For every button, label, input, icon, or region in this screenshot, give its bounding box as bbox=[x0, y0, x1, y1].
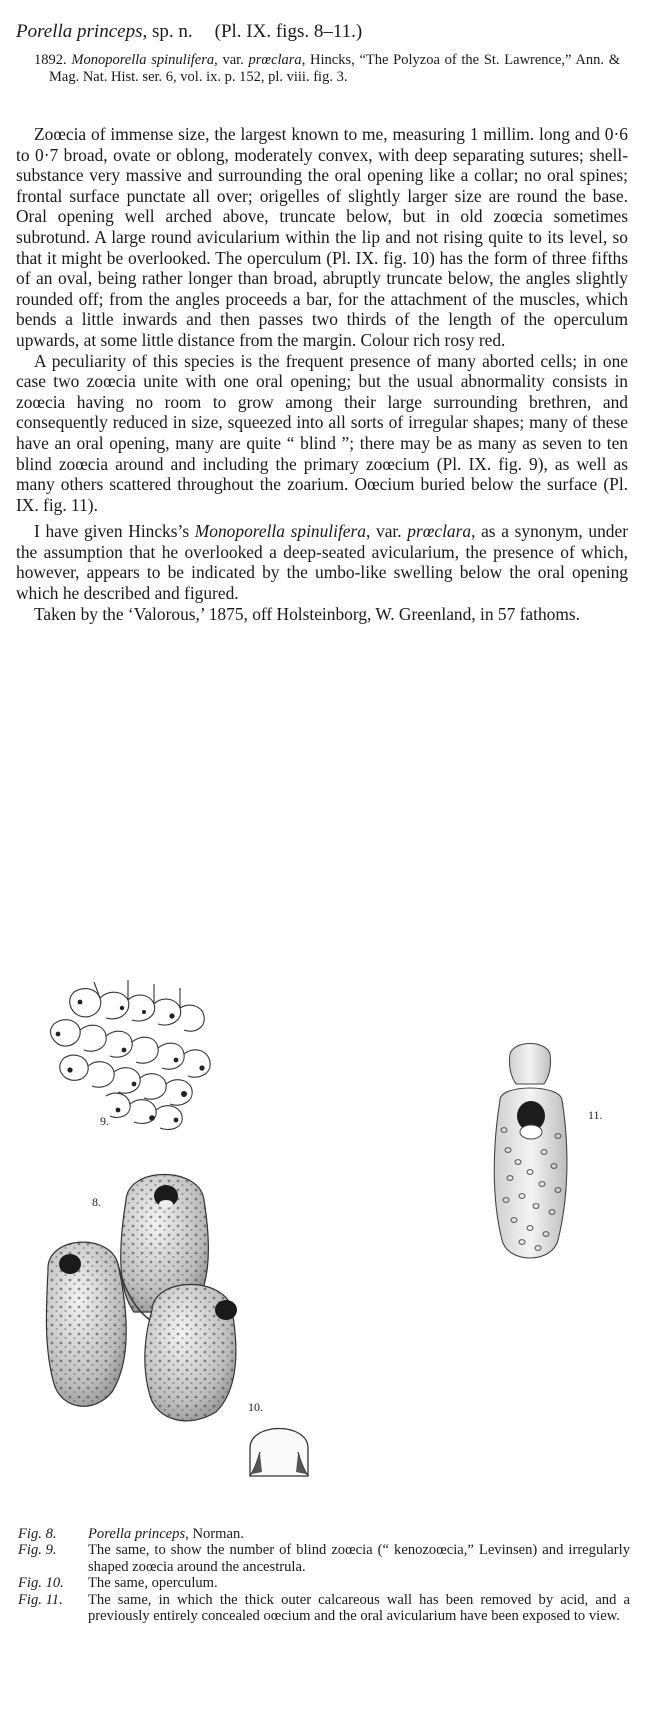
figure-8-label: 8. bbox=[92, 1195, 101, 1209]
paragraph-peculiarity: A peculiarity of this species is the frequent presence of many aborted cells; in one case two zoœcia unite with one oral opening; but the usual abnormality consists in zoœcia having no room to grow among their large surrounding brethren, and consequently reduced in size, squeezed into all sorts of irregular shapes; many of these have an oral opening, many are quite “ blind ”; there may be as many as seven to ten blind zoœcia around and including the primary zoœcium (Pl. IX. fig. 9), as well as many others scattered throughout the zoarium. Oœcium buried below the surface (Pl. IX. fig. 11). bbox=[16, 350, 628, 515]
caption-text bbox=[88, 1526, 630, 1542]
species-heading bbox=[16, 20, 636, 44]
figure-9-illustration bbox=[34, 972, 234, 1137]
caption-fig-8 bbox=[18, 1526, 630, 1542]
caption-fig-10 bbox=[18, 1575, 630, 1591]
figure-11-label: 11. bbox=[588, 1108, 603, 1122]
caption-fig-9 bbox=[18, 1542, 630, 1575]
figure-11-illustration bbox=[480, 1040, 580, 1280]
species-suffix: , sp. n. bbox=[142, 21, 193, 42]
caption-number: Fig. 9. bbox=[18, 1542, 57, 1559]
figure-9-label: 9. bbox=[100, 1114, 109, 1128]
caption-text: The same, in which the thick outer calcareous wall has been removed by acid, and a previously entirely concealed oœcium and the oral avicularium have been exposed to view. bbox=[88, 1591, 630, 1625]
p3-text-a: I have given Hincks’s bbox=[34, 521, 195, 542]
figure-11-drawing bbox=[480, 1040, 580, 1280]
p3-text-c: , as a synonym, under the assumption that he overlooked a deep-seated avicularium, the presence of which, however, appears to be indicated by the umbo-like swelling below the oral opening which he described and figured. bbox=[16, 521, 628, 604]
figure-10-label: 10. bbox=[248, 1400, 263, 1414]
p3-text-b: , var. bbox=[366, 521, 408, 542]
synonymy-name: Monoporella spinulifera bbox=[71, 52, 215, 68]
description-body bbox=[16, 124, 628, 624]
caption-text-b: , Norman. bbox=[185, 1526, 244, 1542]
caption-number: Fig. 10. bbox=[18, 1575, 64, 1592]
synonymy-year: 1892. bbox=[34, 52, 67, 68]
synonymy-citation: , Hincks, “The Polyzoa of the St. Lawrence,” Ann. & Mag. Nat. Hist. ser. 6, vol. ix. p. 152, pl. viii. fig. 3. bbox=[49, 52, 621, 85]
paragraph-locality: Taken by the ‘Valorous,’ 1875, off Holsteinborg, W. Greenland, in 57 fathoms. bbox=[34, 603, 581, 624]
synonymy-var-prefix: , var. bbox=[214, 52, 249, 68]
caption-number: Fig. 11. bbox=[18, 1591, 63, 1608]
synonymy-var: prœclara bbox=[248, 52, 302, 68]
caption-number: Fig. 8. bbox=[18, 1526, 57, 1542]
plate-reference: (Pl. IX. figs. 8–11.) bbox=[214, 21, 363, 42]
figure-8-illustration bbox=[40, 1160, 280, 1430]
figure-captions bbox=[18, 1526, 630, 1624]
p3-var-name: prœclara bbox=[407, 521, 472, 542]
paragraph-description: Zoœcia of immense size, the largest known to me, measuring 1 millim. long and 0·6 to 0·7 broad, ovate or oblong, moderately convex, with deep separating sutures; shell-substance very massive and surrounding the oral opening like a collar; no oral spines; frontal surface punctate all over; origelles of slightly larger size are round the base. Oral opening well arched above, truncate below, but in old zoœcia sometimes subrotund. A large round avicularium within the lip and not rising quite to its level, so that it might be overlooked. The operculum (Pl. IX. fig. 10) has the form of three fifths of an oval, being rather longer than broad, abruptly truncate below, the angles slightly rounded off; from the angles proceeds a bar, for the attachment of the muscles, which bends a little inwards and then passes two thirds of the length of the operculum upwards, at some little distance from the margin. Colour rich rosy red. bbox=[16, 124, 628, 350]
caption-fig-11 bbox=[18, 1592, 630, 1625]
paragraph-synonym-note bbox=[16, 521, 628, 603]
caption-species: Porella princeps bbox=[88, 1526, 186, 1542]
figure-9-drawing bbox=[34, 972, 234, 1137]
p3-species-name: Monoporella spinulifera bbox=[194, 521, 366, 542]
species-name: Porella princeps bbox=[16, 21, 143, 42]
caption-text: The same, operculum. bbox=[88, 1575, 218, 1592]
figure-10-illustration bbox=[244, 1414, 314, 1480]
caption-text: The same, to show the number of blind zoœcia (“ kenozoœcia,” Levinsen) and irregularly shaped zoœcia around the ancestrula. bbox=[88, 1542, 630, 1575]
figure-8-drawing bbox=[40, 1160, 280, 1430]
synonymy-entry bbox=[34, 52, 620, 86]
figure-10-drawing bbox=[244, 1414, 314, 1480]
